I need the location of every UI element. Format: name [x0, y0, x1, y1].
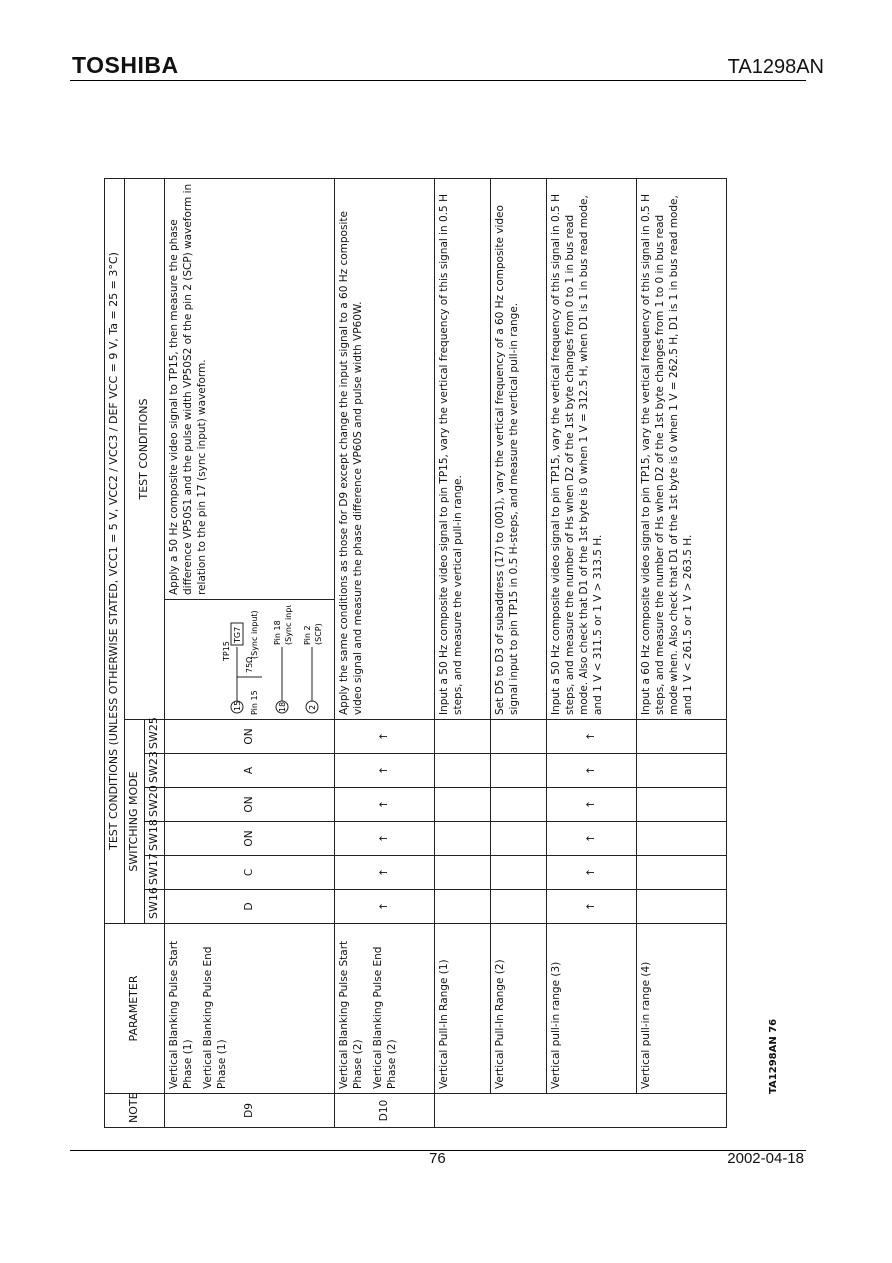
switch-state: ON: [164, 720, 334, 754]
condition-paragraph: Apply the same conditions as those for D9 except change the input signal to a 60 Hz composite video signal and measure the phase difference VP60S and pulse width VP60W.: [337, 211, 364, 715]
parameter-cell: [164, 924, 334, 1094]
page-number: 76: [429, 1150, 446, 1167]
switch-header: SW17: [144, 856, 164, 890]
test-condition-text: [164, 179, 334, 600]
generator-label: TG7: [232, 626, 242, 643]
switch-state: ↑: [546, 720, 636, 754]
pin-label: Pin 15: [249, 690, 259, 715]
condition-paragraph: Input a 50 Hz composite video signal to pin TP15, vary the vertical frequency of this signal in 0.5 H steps, and measure the vertical pull-in range.: [437, 194, 464, 715]
parameter-name: Vertical Blanking Pulse End Phase (2): [371, 946, 399, 1089]
test-condition-text: [434, 179, 490, 720]
col-note-header: NOTE: [105, 1094, 165, 1128]
pin-label: Pin 18: [272, 620, 282, 645]
switch-state: ↑: [334, 754, 434, 788]
switch-state: ↑: [334, 788, 434, 822]
parameter-name: Vertical Blanking Pulse Start Phase (1): [167, 940, 194, 1089]
switch-state: ↑: [334, 720, 434, 754]
scp-label: (SCP): [313, 623, 323, 645]
parameter-name: Vertical Blanking Pulse Start Phase (2): [337, 940, 364, 1089]
switch-header: SW23: [144, 754, 164, 788]
switch-header: SW25: [144, 720, 164, 754]
parameter-name: Vertical Pull-In Range (1): [437, 959, 450, 1089]
sync-input-label: (Sync input): [283, 605, 293, 645]
condition-paragraph: Apply a 50 Hz composite video signal to TP15, then measure the phase difference VP50S1 and the pulse width VP50S2 of the pin 2 (SCP) waveform in relation to the pin 17 (sync input) waveform.: [167, 183, 208, 595]
parameter-name: Vertical Blanking Pulse End Phase (1): [201, 946, 229, 1089]
switch-state: ↑: [546, 856, 636, 890]
switch-state: [636, 788, 726, 822]
switch-state: C: [164, 856, 334, 890]
parameter-name: Vertical Pull-In Range (2): [493, 959, 506, 1089]
switch-state: ↑: [334, 890, 434, 924]
parameter-cell: [490, 924, 546, 1094]
condition-paragraph: Input a 60 Hz composite video signal to pin TP15, vary the vertical frequency of this signal in 0.5 H steps, and measure the number of Hs when D2 of the 1st byte changes from 1 to 0 in bus read mode when. Also check that D1 of the 1st byte is 0 when 1 V = 262.5 H, D1 is 1 in bus read mode, and 1 V < 261.5 or 1 V > 263.5 H.: [639, 194, 695, 715]
pin-number-label: 15: [232, 700, 242, 711]
switch-state: ↑: [546, 822, 636, 856]
switch-header: SW20: [144, 788, 164, 822]
switch-state: [434, 788, 490, 822]
sync-input-label: (Sync input): [249, 610, 259, 659]
side-page-label: TA1298AN 76: [768, 1018, 779, 1094]
pin-number-label: 2: [307, 704, 317, 710]
switch-state: ↑: [546, 754, 636, 788]
switch-state: ↑: [546, 788, 636, 822]
pin-label: Pin 2: [302, 625, 312, 645]
test-point-label: TP15: [221, 641, 231, 661]
parameter-cell: [334, 924, 434, 1094]
switching-mode-header: SWITCHING MODE: [124, 720, 144, 924]
table-title: TEST CONDITIONS (UNLESS OTHERWISE STATED, VCC1 = 5 V, VCC2 / VCC3 / DEF VCC = 9 V, Ta = 25 = 3°C): [105, 179, 125, 924]
switch-state: ↑: [546, 890, 636, 924]
part-number: TA1298AN: [727, 56, 824, 78]
switch-state: [636, 822, 726, 856]
test-condition-text: [490, 179, 546, 720]
note-cell: D9: [164, 1094, 334, 1128]
switch-state: D: [164, 890, 334, 924]
switch-state: [490, 856, 546, 890]
pin-number-label: 18: [277, 701, 287, 712]
switch-state: [490, 788, 546, 822]
switch-state: ON: [164, 822, 334, 856]
switch-state: ↑: [334, 822, 434, 856]
brand-logo: TOSHIBA: [72, 52, 179, 78]
circuit-diagram: [164, 600, 334, 720]
parameter-cell: [434, 924, 490, 1094]
parameter-cell: [636, 924, 726, 1094]
switch-state: [434, 720, 490, 754]
switch-state: [636, 754, 726, 788]
switch-state: ↑: [334, 856, 434, 890]
condition-paragraph: Input a 50 Hz composite video signal to pin TP15, vary the vertical frequency of this signal in 0.5 H steps, and measure the number of Hs when D2 of the 1st byte changes from 0 to 1 in bus read mode. Also check that D1 of the 1st byte is 0 when 1 V = 312.5 H, when D1 is 1 in bus read mode, and 1 V < 311.5 or 1 V > 313.5 H.: [549, 194, 605, 715]
test-condition-text: [636, 179, 726, 720]
resistor-label: 75Ω: [244, 656, 254, 673]
switch-state: [490, 890, 546, 924]
parameter-name: Vertical pull-in range (3): [549, 961, 562, 1089]
condition-paragraph: Set D5 to D3 of subaddress (17) to (001), vary the vertical frequency of a 60 Hz composite video signal input to pin TP15 in 0.5 H-steps, and measure the vertical pull-in range.: [493, 205, 520, 715]
switch-state: [636, 720, 726, 754]
switch-state: [490, 754, 546, 788]
test-condition-text: [546, 179, 636, 720]
switch-header: SW16: [144, 890, 164, 924]
publication-date: 2002-04-18: [727, 1150, 804, 1167]
parameter-cell: [546, 924, 636, 1094]
switch-header: SW18: [144, 822, 164, 856]
switch-state: ON: [164, 788, 334, 822]
switch-state: [490, 720, 546, 754]
switch-state: [636, 890, 726, 924]
switch-state: [434, 856, 490, 890]
note-cell: D10: [334, 1094, 434, 1128]
test-condition-text: [334, 179, 434, 720]
switch-state: [434, 754, 490, 788]
header-rule: [70, 80, 806, 81]
switch-state: [636, 856, 726, 890]
col-parameter-header: PARAMETER: [105, 924, 165, 1094]
col-test-conditions-header: TEST CONDITIONS: [124, 179, 164, 720]
switch-state: [434, 890, 490, 924]
rotated-table-wrapper: [104, 178, 772, 1128]
switch-state: [434, 822, 490, 856]
switch-state: [490, 822, 546, 856]
test-circuit-diagram: [167, 605, 327, 717]
parameter-name: Vertical pull-in range (4): [639, 961, 652, 1089]
test-conditions-table: [104, 178, 727, 1128]
switch-state: A: [164, 754, 334, 788]
note-cell-blank: [434, 1094, 726, 1128]
